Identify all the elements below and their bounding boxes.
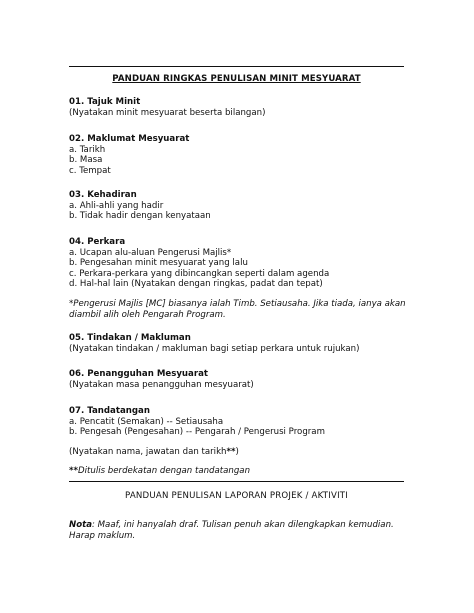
footer-note xyxy=(69,520,404,541)
section-line: d. Hal-hal lain (Nyatakan dengan ringkas, padat dan tepat) xyxy=(69,279,323,290)
section-line: b. Masa xyxy=(69,155,103,166)
section-line: (Nyatakan tindakan / makluman bagi setiap perkara untuk rujukan) xyxy=(69,343,360,354)
footer-note-label: Nota xyxy=(69,520,93,530)
section-line: b. Tidak hadir dengan kenyataan xyxy=(69,211,211,222)
signature-footnote xyxy=(69,466,409,477)
section-perkara xyxy=(69,237,409,320)
section-heading: 05. Tindakan / Makluman xyxy=(69,333,191,343)
signature-instruction-close: ) xyxy=(235,446,239,457)
section-heading: 03. Kehadiran xyxy=(69,190,137,200)
section-maklumat-mesyuarat xyxy=(69,134,409,176)
section-heading: 06. Penangguhan Mesyuarat xyxy=(69,369,208,379)
section-tajuk-minit xyxy=(69,97,409,118)
section-heading: 07. Tandatangan xyxy=(69,406,150,416)
section-tindakan-makluman xyxy=(69,333,409,354)
section-line: c. Tempat xyxy=(69,165,111,176)
footer-note-text: : Maaf, ini hanyalah draf. Tulisan penuh akan dilengkapkan kemudian. Harap maklum. xyxy=(69,520,394,541)
signature-instruction xyxy=(69,447,409,458)
bottom-rule xyxy=(69,481,404,482)
section-line: a. Ahli-ahli yang hadir xyxy=(69,200,164,211)
section-line: b. Pengesahan minit mesyuarat yang lalu xyxy=(69,258,248,269)
section-heading: 04. Perkara xyxy=(69,237,126,247)
section-line: b. Pengesah (Pengesahan) -- Pengarah / Pengerusi Program xyxy=(69,427,325,438)
footer-title: PANDUAN PENULISAN LAPORAN PROJEK / AKTIVITI xyxy=(125,491,348,501)
section-line: (Nyatakan minit mesyuarat beserta bilangan) xyxy=(69,107,266,118)
section-heading: 02. Maklumat Mesyuarat xyxy=(69,134,190,144)
top-rule xyxy=(69,66,404,67)
section-line: a. Pencatit (Semakan) -- Setiausaha xyxy=(69,416,224,427)
section-line: a. Ucapan alu-aluan Pengerusi Majlis* xyxy=(69,247,232,258)
section-kehadiran xyxy=(69,190,409,222)
signature-instruction-text: (Nyatakan nama, jawatan dan tarikh xyxy=(69,446,227,457)
signature-footnote-mark: ** xyxy=(69,466,78,477)
perkara-note: *Pengerusi Majlis [MC] biasanya ialah Timb. Setiausaha. Jika tiada, ianya akan diambil alih oleh Pengarah Program. xyxy=(69,298,406,320)
section-line: (Nyatakan masa penangguhan mesyuarat) xyxy=(69,379,254,390)
section-line: a. Tarikh xyxy=(69,144,106,155)
section-penangguhan-mesyuarat xyxy=(69,369,409,390)
document-title: PANDUAN RINGKAS PENULISAN MINIT MESYUARAT xyxy=(112,74,361,84)
section-heading: 01. Tajuk Minit xyxy=(69,97,141,107)
signature-instruction-mark: ** xyxy=(226,446,236,457)
section-tandatangan xyxy=(69,406,409,477)
section-line: c. Perkara-perkara yang dibincangkan seperti dalam agenda xyxy=(69,268,330,279)
signature-footnote-text: Ditulis berdekatan dengan tandatangan xyxy=(78,466,251,477)
